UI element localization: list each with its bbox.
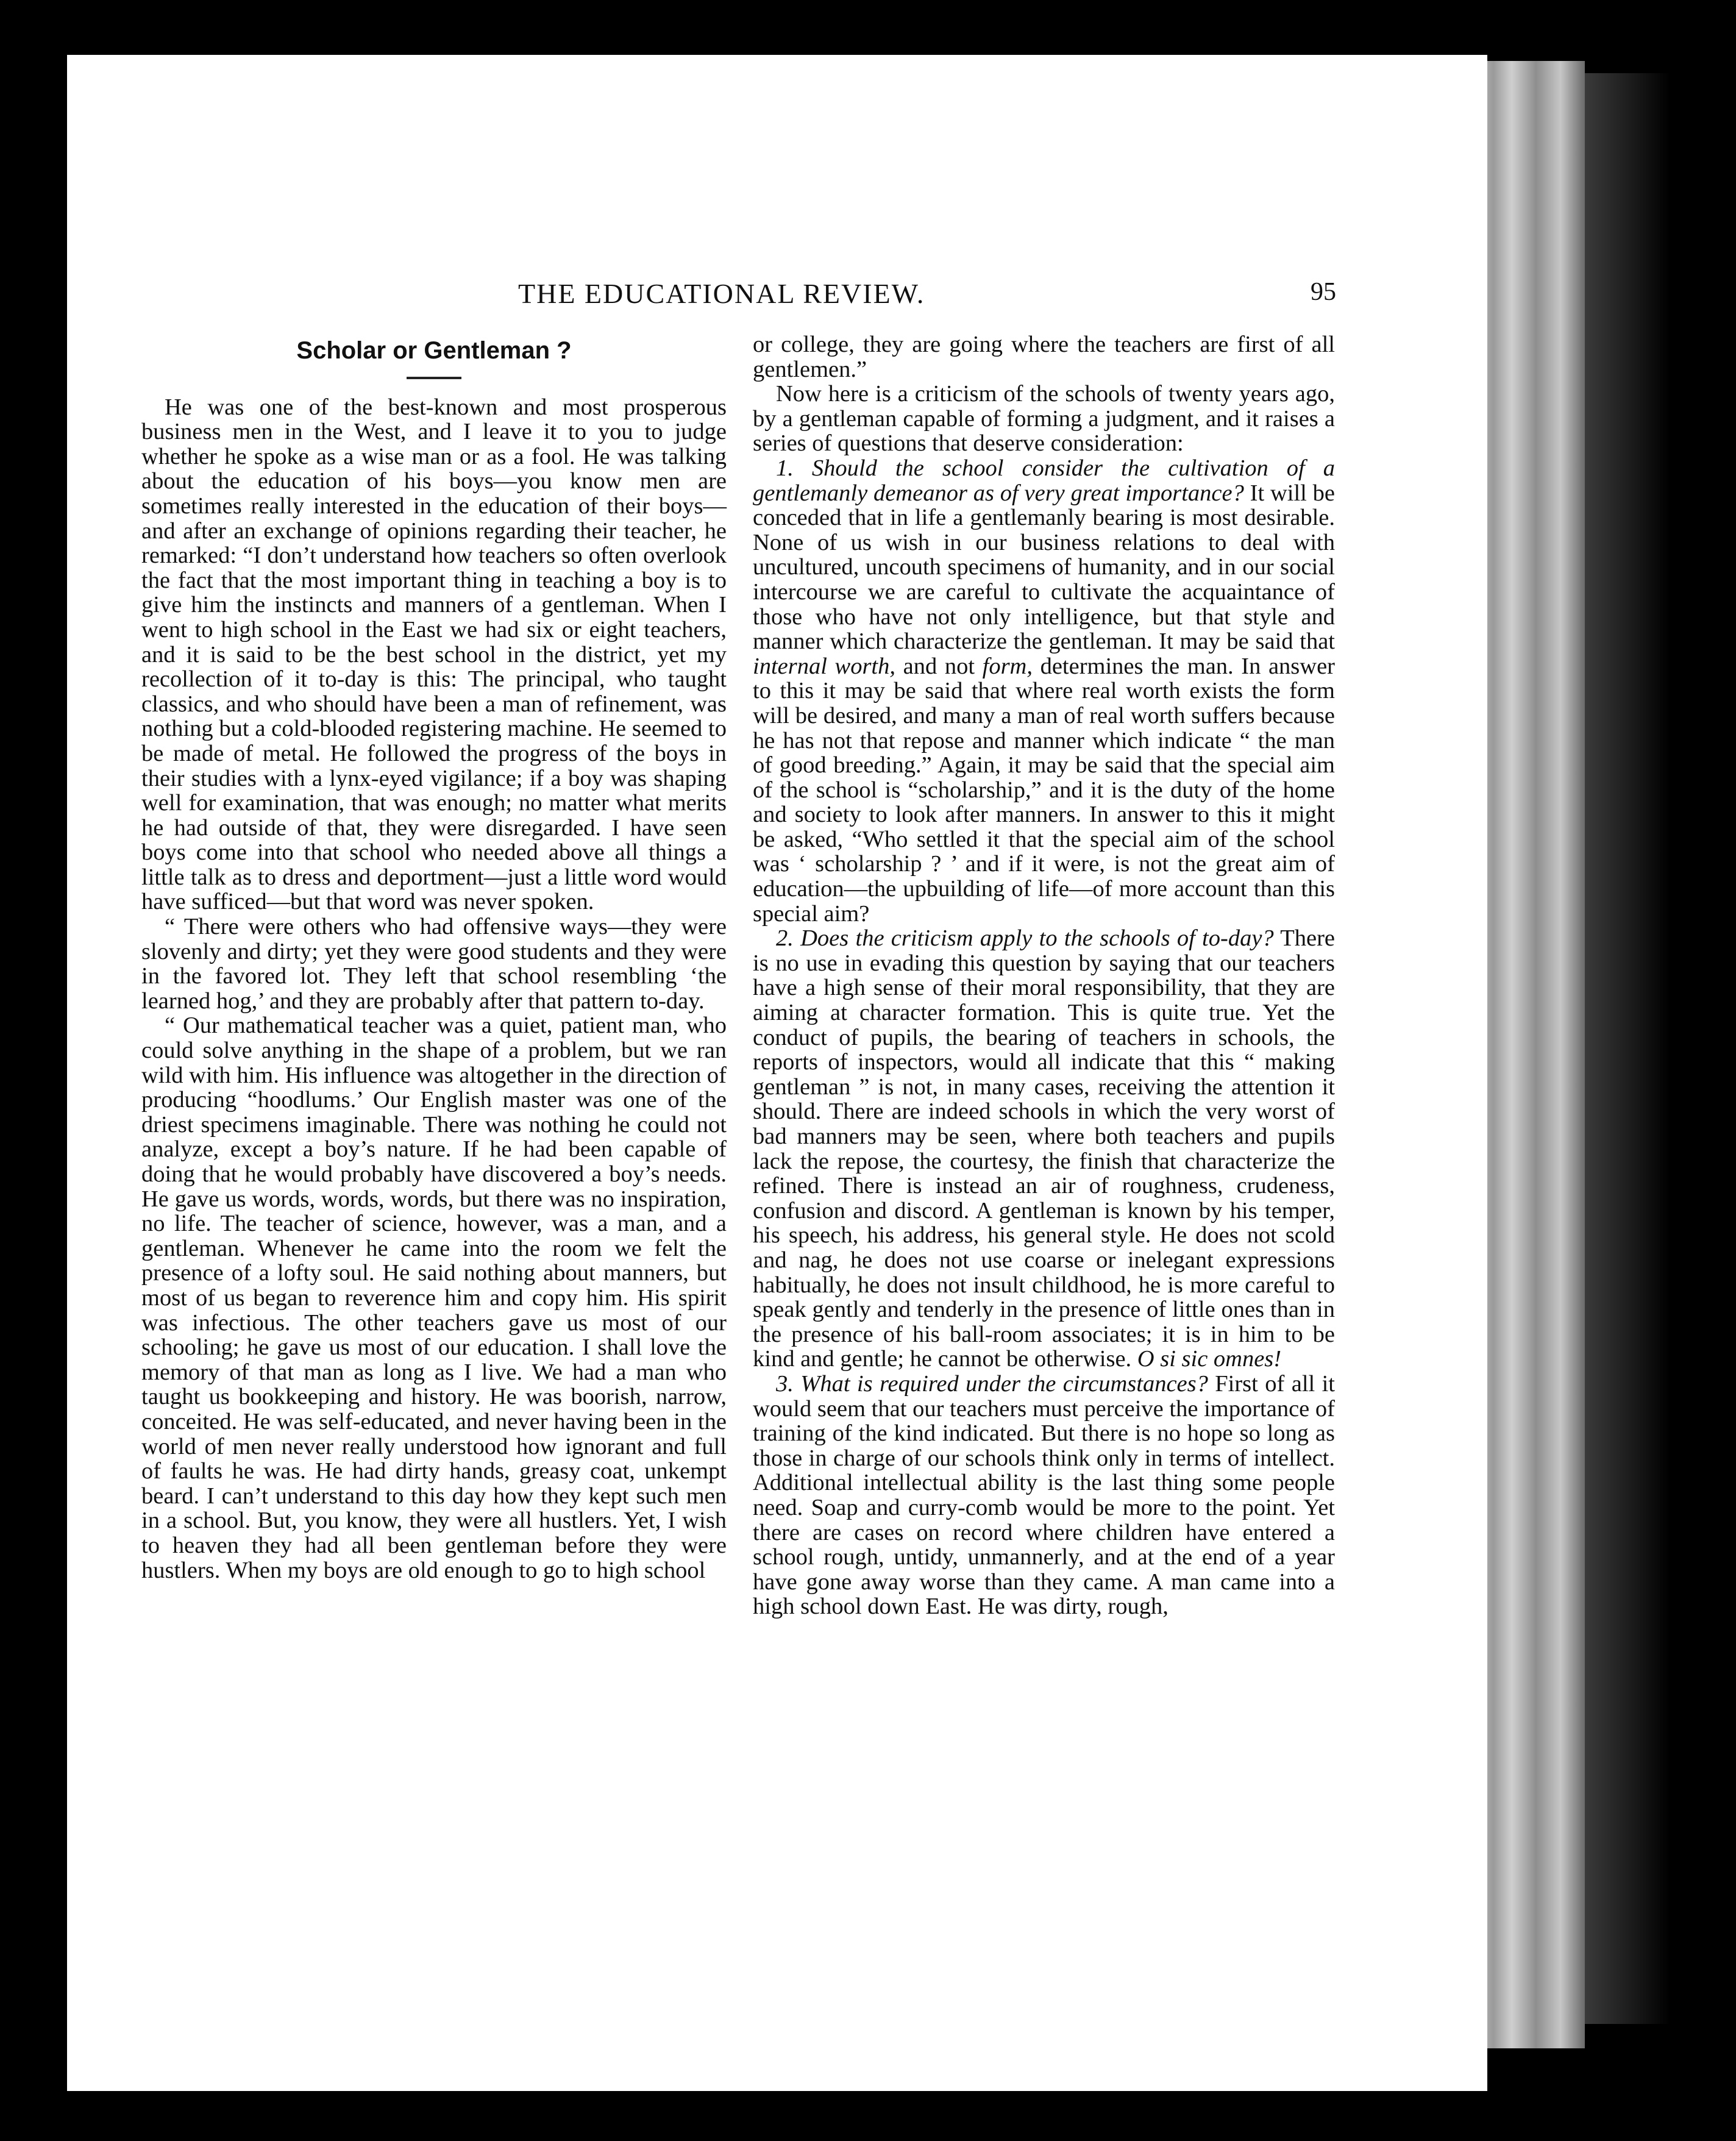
binding-shadow bbox=[1585, 73, 1670, 2024]
latin-phrase: O si sic omnes! bbox=[1137, 1346, 1282, 1372]
emphasis-form: form, bbox=[982, 653, 1033, 679]
running-title: THE EDUCATIONAL REVIEW. bbox=[518, 278, 925, 309]
question-1-body: It will be conceded that in life a gentlemanly bearing is most desirable. None of us wish in our business relations to deal with uncultured, uncouth specimens of humanity, and in our social intercourse we are careful to cultivate the acquaintance of those who have not only intelligence, but that style and manner which characterize the gentleman. It may be said that bbox=[753, 480, 1335, 655]
page-number: 95 bbox=[1311, 278, 1336, 306]
paragraph-continued: or college, they are going where the teachers are first of all gentlemen.” bbox=[753, 332, 1335, 382]
left-column bbox=[141, 332, 727, 1583]
question-2 bbox=[753, 926, 1335, 1372]
scanned-page bbox=[67, 55, 1487, 2091]
paragraph: Now here is a criticism of the schools of twenty years ago, by a gentleman capable of forming a judgment, and it raises a series of questions that deserve consideration: bbox=[753, 381, 1335, 457]
question-3 bbox=[753, 1372, 1335, 1619]
question-2-body: There is no use in evading this question by saying that our teachers have a high sense of their moral responsibility, that they are aiming at character formation. This is quite true. Yet the conduct of pupils, the bearing of teachers in schools, the reports of inspectors, would all indicate that this “ making gentleman ” is not, in many cases, receiving the attention it should. There are indeed schools in which the very worst of bad manners may be seen, where both teachers and pupils lack the repose, the courtesy, the finish that characterize the refined. There is instead an air of roughness, crudeness, confusion and discord. A gentleman is known by his temper, his speech, his address, his general style. He does not scold and nag, he does not use coarse or inelegant expressions habitually, he does not insult childhood, he is more careful to speak gently and tenderly in the presence of little ones than in the presence of his ball-room associates; it is in him to be kind and gentle; he cannot be otherwise. bbox=[753, 925, 1335, 1372]
article-title: Scholar or Gentleman ? bbox=[296, 337, 572, 364]
paragraph: He was one of the best-known and most prosperous business men in the West, and I leave it to you to judge whether he spoke as a wise man or as a fool. He was talking about the education of his boys—you know men are sometimes really interested in the education of their boys—and after an exchange of opinions regarding their teacher, he remarked: “I don’t understand how teachers so often overlook the fact that the most important thing in teaching a boy is to give him the instincts and manners of a gentleman. When I went to high school in the East we had six or eight teachers, and it is said to be the best school in the district, yet my recollection of it to-day is this: The principal, who taught classics, and who should have been a man of refinement, was nothing but a cold-blooded registering machine. He seemed to be made of metal. He followed the progress of the boys in their studies with a lynx-eyed vigilance; if a boy was shaping well for examination, that was enough; no matter what merits he had outside of that, they were disregarded. I have seen boys come into that school who needed above all things a little talk as to dress and deportment—just a little word would have sufficed—but that word was never spoken. bbox=[141, 394, 727, 915]
question-2-lead: 2. Does the criticism apply to the schools of to-day? bbox=[776, 925, 1274, 952]
emphasis-internal-worth: internal worth, bbox=[753, 653, 896, 679]
paragraph: “ There were others who had offensive ways—they were slovenly and dirty; yet they were good students and they were in the favored lot. They left that school resembling ‘the learned hog,’ and they are probably after that pattern to-day. bbox=[141, 914, 727, 1014]
question-1-body: determines the man. In answer to this it may be said that where real worth exists the form will be desired, and many a man of real worth suffers because he has not that repose and manner which indicate “ the man of good breeding.” Again, it may be said that the special aim of the school is “scholarship,” and it is the duty of the home and society to look after manners. In answer to this it might be asked, “Who settled it that the special aim of the school was ‘ scholarship ? ’ and if it were, is not the great aim of education—the upbuilding of life—of more account than this special aim? bbox=[753, 653, 1335, 927]
question-1-lead: 1. Should the school consider the cultivation of a gentlemanly demeanor as of very great importance? bbox=[753, 455, 1335, 506]
running-header bbox=[67, 277, 1487, 314]
question-3-body: First of all it would seem that our teachers must perceive the importance of training of the kind indicated. But there is no hope so long as those in charge of our schools think only in terms of intellect. Additional intellectual ability is the last thing some people need. Soap and curry-comb would be more to the point. Yet there are cases on record where children have entered a school rough, untidy, unmannerly, and at the end of a year have gone away worse than they came. A man came into a high school down East. He was dirty, rough, bbox=[753, 1370, 1335, 1620]
question-3-lead: 3. What is required under the circumstances? bbox=[776, 1370, 1208, 1397]
title-rule bbox=[407, 377, 461, 379]
question-1-body: and not bbox=[895, 653, 983, 679]
right-column bbox=[753, 332, 1335, 1619]
question-1 bbox=[753, 456, 1335, 926]
paragraph: “ Our mathematical teacher was a quiet, patient man, who could solve anything in the shape of a problem, but we ran wild with him. His influence was altogether in the direction of producing “hoodlums.’ Our English master was one of the driest specimens imaginable. There was nothing he could not analyze, except a boy’s nature. If he had been capable of doing that he would probably have discovered a boy’s needs. He gave us words, words, words, but there was no inspiration, no life. The teacher of science, however, was a man, and a gentleman. Whenever he came into the room we felt the presence of a lofty soul. He said nothing about manners, but most of us began to reverence him and copy him. His spirit was infectious. The other teachers gave us most of our schooling; he gave us most of our education. I shall love the memory of that man as long as I live. We had a man who taught us bookkeeping and history. He was boorish, narrow, conceited. He was self-educated, and never having been in the world of men never really understood how ignorant and full of faults he was. He had dirty hands, greasy coat, unkempt beard. I can’t understand to this day how they kept such men in a school. But, you know, they were all hustlers. Yet, I wish to heaven they had all been gentleman before they were hustlers. When my boys are old enough to go to high school bbox=[141, 1013, 727, 1583]
